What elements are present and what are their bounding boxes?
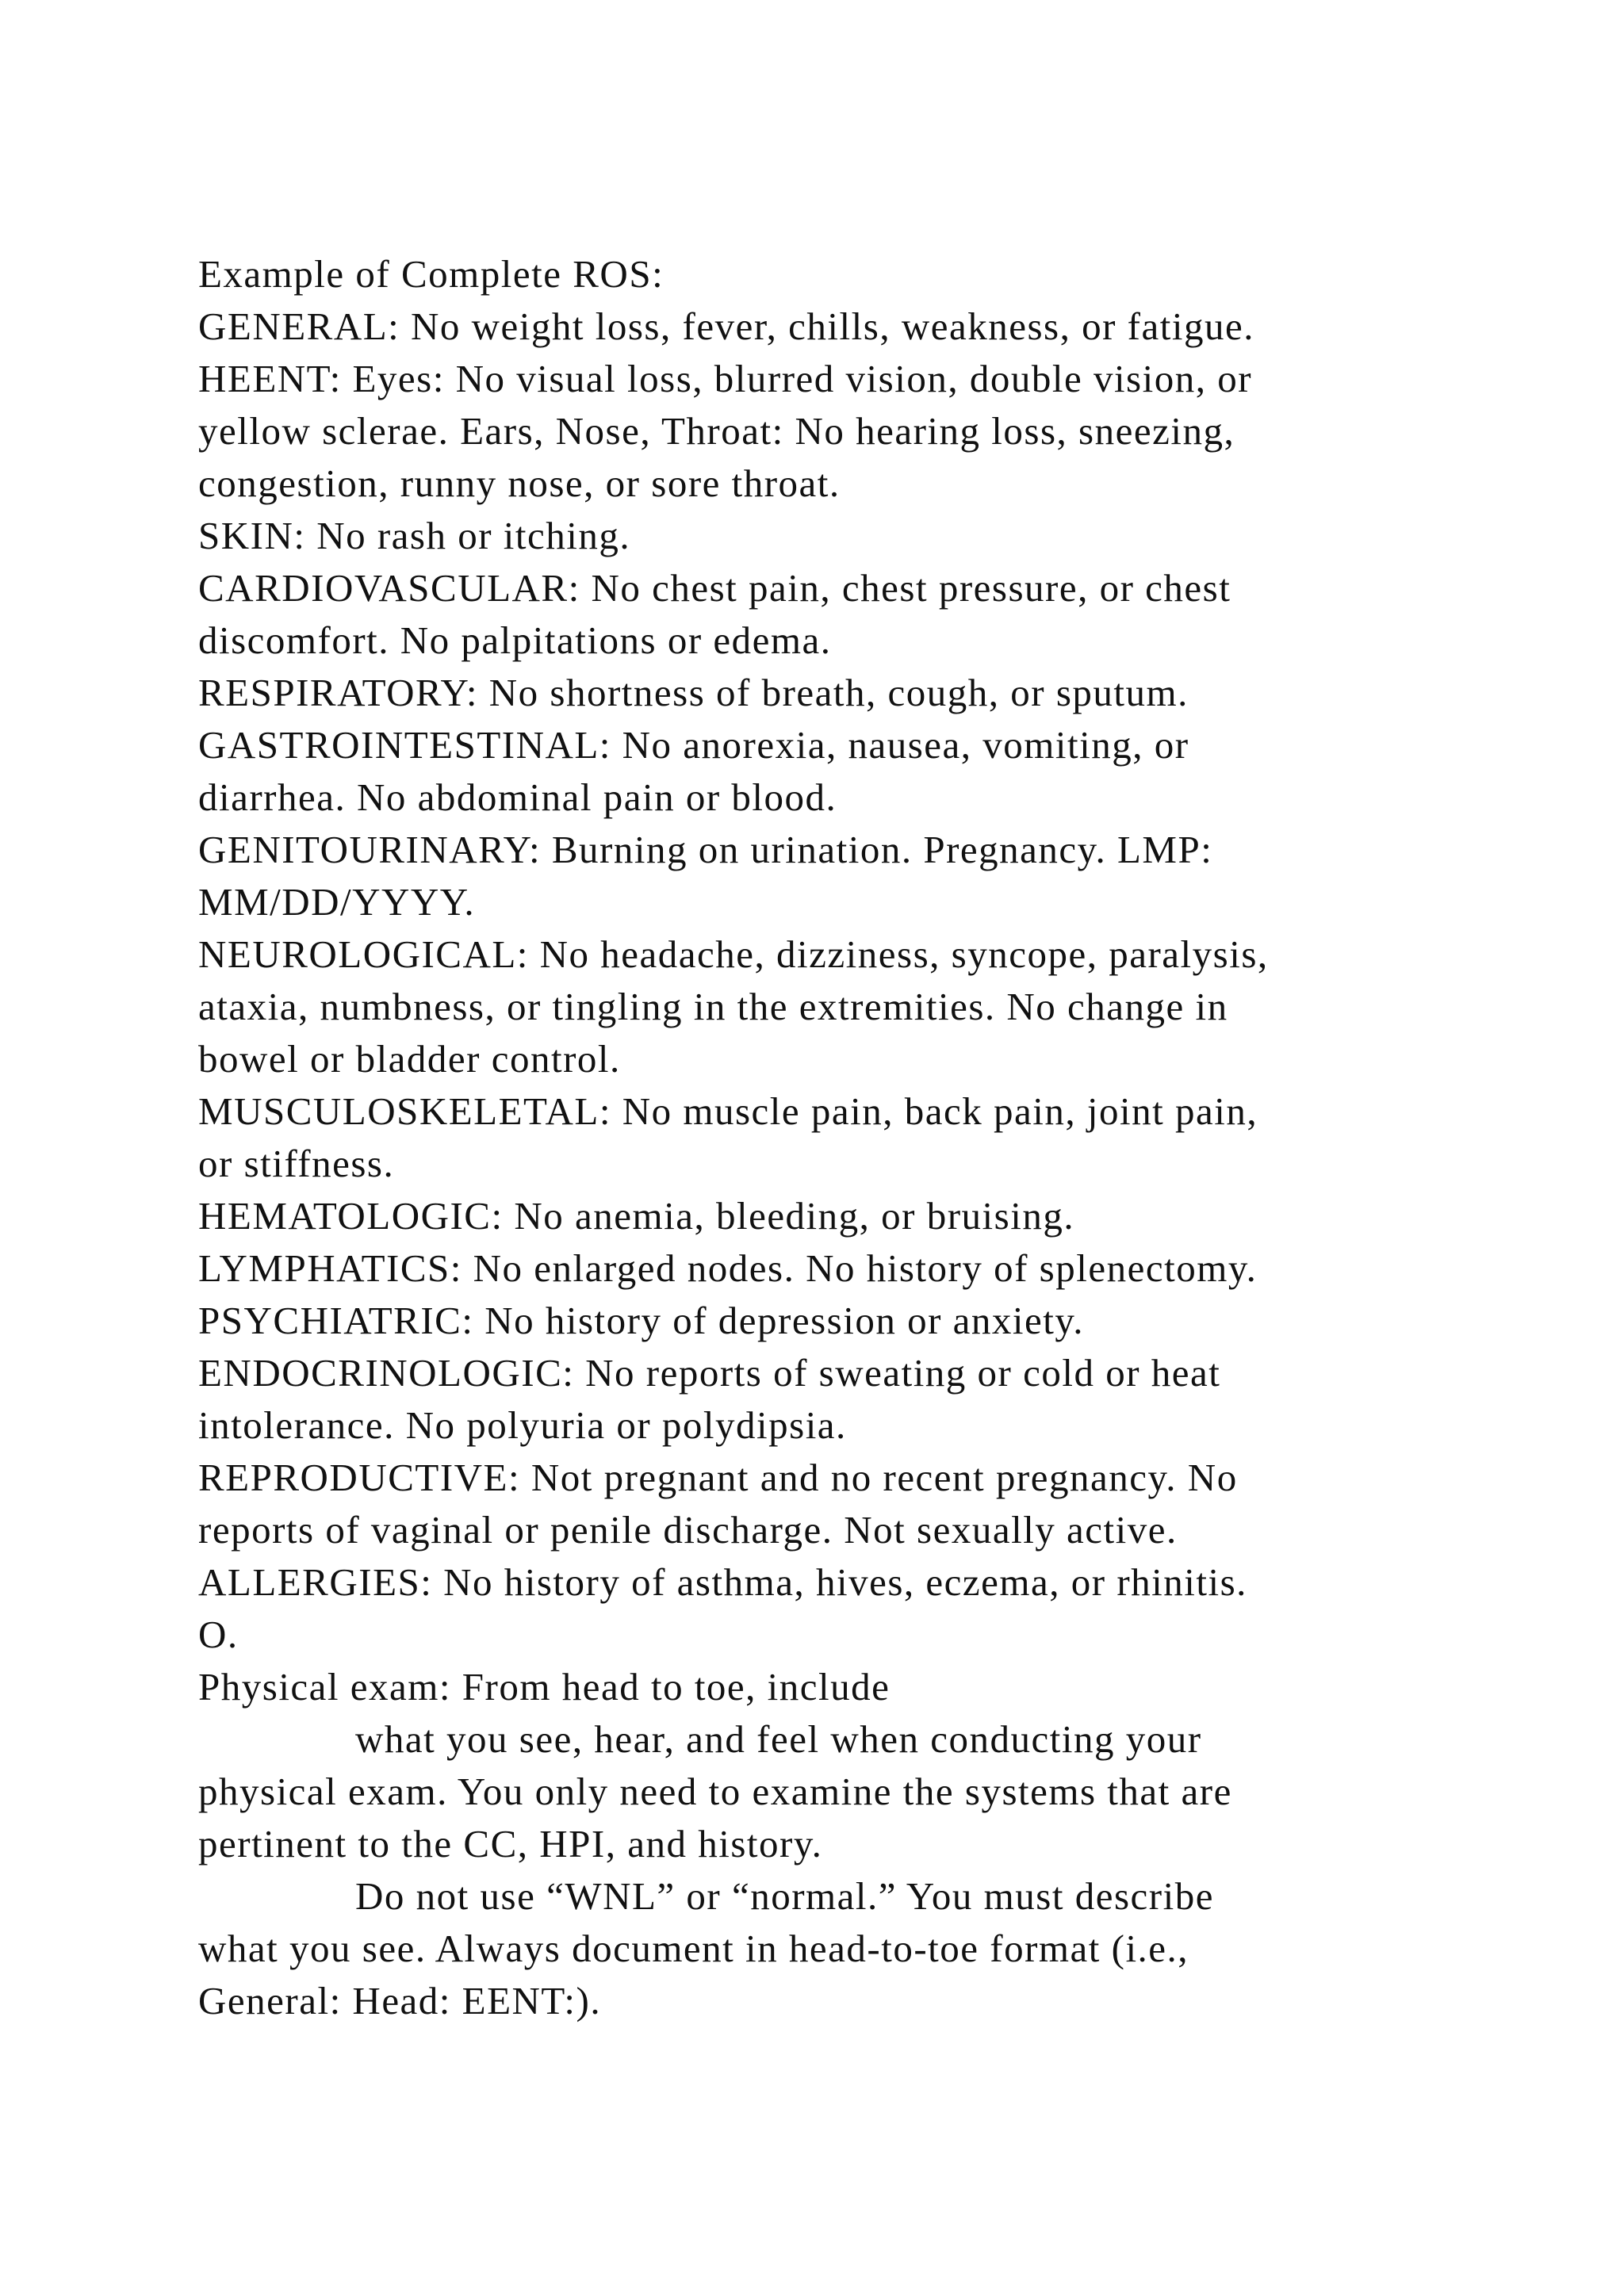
text-line: diarrhea. No abdominal pain or blood.	[198, 775, 837, 819]
indented-text-line: what you see, hear, and feel when conducting your	[355, 1717, 1202, 1761]
text-line: SKIN: No rash or itching.	[198, 514, 631, 557]
text-line: PSYCHIATRIC: No history of depression or anxiety.	[198, 1299, 1084, 1342]
document-body	[198, 248, 1435, 2027]
text-line: congestion, runny nose, or sore throat.	[198, 461, 841, 505]
text-line: GASTROINTESTINAL: No anorexia, nausea, vomiting, or	[198, 723, 1189, 767]
physical-exam-line: Physical exam: From head to toe, include	[198, 1665, 891, 1709]
text-line: GENITOURINARY: Burning on urination. Pregnancy. LMP:	[198, 828, 1213, 871]
text-line: REPRODUCTIVE: Not pregnant and no recent pregnancy. No	[198, 1456, 1238, 1499]
text-line: HEMATOLOGIC: No anemia, bleeding, or bruising.	[198, 1194, 1075, 1238]
text-line: MM/DD/YYYY.	[198, 880, 476, 924]
text-line: what you see. Always document in head-to-toe format (i.e.,	[198, 1927, 1189, 1970]
text-line: GENERAL: No weight loss, fever, chills, weakness, or fatigue.	[198, 304, 1254, 348]
text-line: MUSCULOSKELETAL: No muscle pain, back pain, joint pain,	[198, 1089, 1258, 1133]
text-line: General: Head: EENT:).	[198, 1979, 602, 2022]
ros-heading: Example of Complete ROS:	[198, 252, 665, 296]
text-line: RESPIRATORY: No shortness of breath, cough, or sputum.	[198, 671, 1189, 714]
text-line: bowel or bladder control.	[198, 1037, 621, 1081]
text-line: HEENT: Eyes: No visual loss, blurred vision, double vision, or	[198, 357, 1253, 400]
text-line: LYMPHATICS: No enlarged nodes. No history of splenectomy.	[198, 1246, 1258, 1290]
text-line: ENDOCRINOLOGIC: No reports of sweating or cold or heat	[198, 1351, 1221, 1395]
text-line: yellow sclerae. Ears, Nose, Throat: No hearing loss, sneezing,	[198, 409, 1235, 453]
text-line: pertinent to the CC, HPI, and history.	[198, 1822, 823, 1866]
text-line: discomfort. No palpitations or edema.	[198, 618, 832, 662]
text-line: physical exam. You only need to examine the systems that are	[198, 1770, 1232, 1813]
text-line: O.	[198, 1613, 239, 1656]
text-line: reports of vaginal or penile discharge. Not sexually active.	[198, 1508, 1178, 1552]
indented-text-line: Do not use “WNL” or “normal.” You must describe	[355, 1874, 1214, 1918]
text-line: CARDIOVASCULAR: No chest pain, chest pressure, or chest	[198, 566, 1231, 610]
text-line: ataxia, numbness, or tingling in the extremities. No change in	[198, 985, 1228, 1028]
text-line: intolerance. No polyuria or polydipsia.	[198, 1403, 847, 1447]
text-line: ALLERGIES: No history of asthma, hives, eczema, or rhinitis.	[198, 1560, 1247, 1604]
text-line: NEUROLOGICAL: No headache, dizziness, syncope, paralysis,	[198, 932, 1269, 976]
text-line: or stiffness.	[198, 1142, 395, 1185]
